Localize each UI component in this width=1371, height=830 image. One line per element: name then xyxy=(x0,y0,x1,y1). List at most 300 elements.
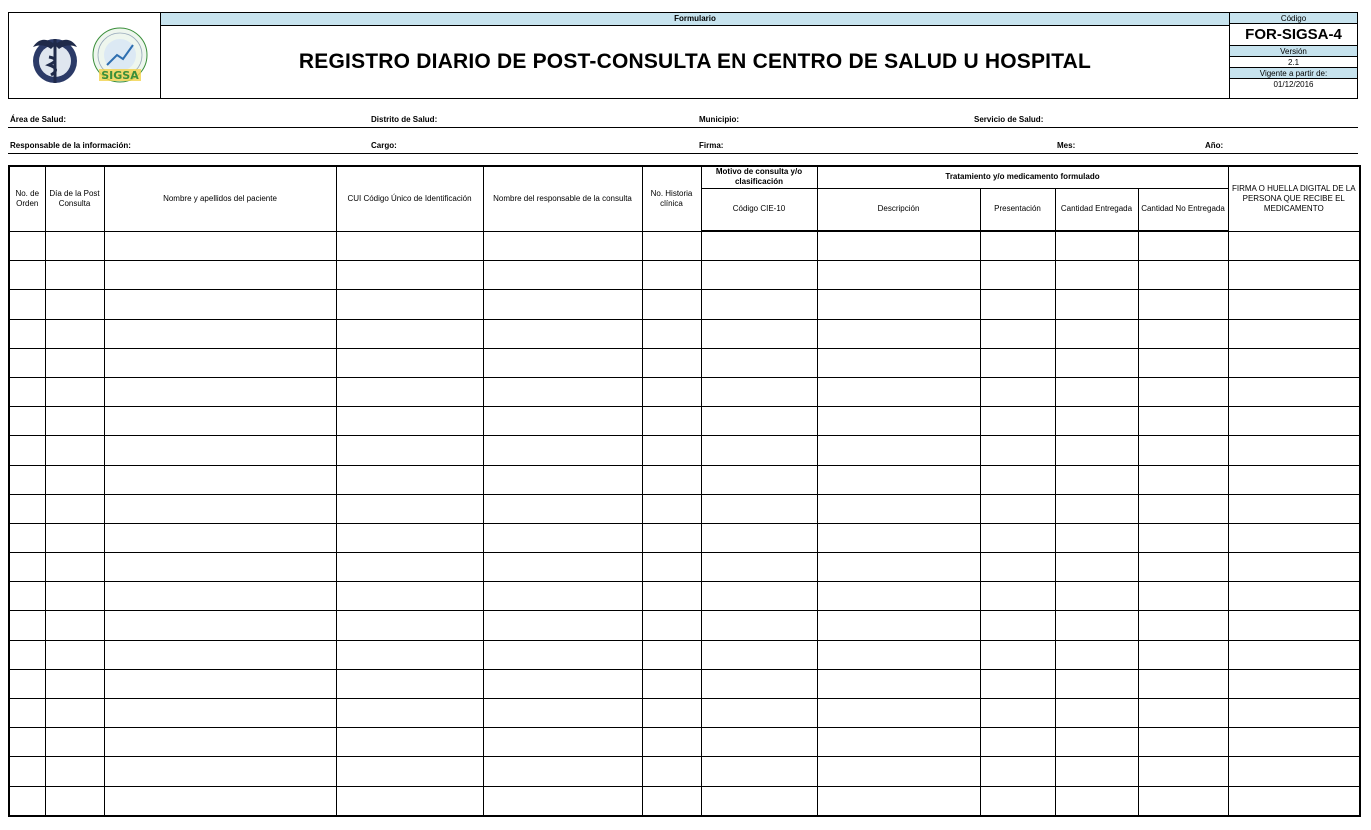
table-cell[interactable] xyxy=(9,290,45,319)
table-cell[interactable] xyxy=(483,611,642,640)
table-cell[interactable] xyxy=(1055,523,1138,552)
table-cell[interactable] xyxy=(9,582,45,611)
table-cell[interactable] xyxy=(104,319,336,348)
table-cell[interactable] xyxy=(1055,699,1138,728)
table-cell[interactable] xyxy=(642,348,701,377)
table-cell[interactable] xyxy=(1055,640,1138,669)
table-cell[interactable] xyxy=(45,290,104,319)
table-cell[interactable] xyxy=(9,319,45,348)
table-cell[interactable] xyxy=(817,669,980,698)
table-cell[interactable] xyxy=(45,611,104,640)
table-cell[interactable] xyxy=(1138,465,1228,494)
table-cell[interactable] xyxy=(1055,231,1138,261)
table-cell[interactable] xyxy=(336,669,483,698)
table-cell[interactable] xyxy=(701,640,817,669)
table-row xyxy=(9,553,1360,582)
col-no-entregada-header: Cantidad No Entregada xyxy=(1138,188,1228,231)
table-cell[interactable] xyxy=(642,699,701,728)
table-cell[interactable] xyxy=(642,640,701,669)
table-cell[interactable] xyxy=(817,699,980,728)
table-cell[interactable] xyxy=(483,523,642,552)
table-row xyxy=(9,786,1360,816)
table-cell[interactable] xyxy=(701,699,817,728)
table-cell[interactable] xyxy=(701,553,817,582)
table-cell[interactable] xyxy=(104,669,336,698)
table-cell[interactable] xyxy=(45,407,104,436)
table-cell[interactable] xyxy=(1138,290,1228,319)
form-label: Formulario xyxy=(161,13,1229,26)
table-cell[interactable] xyxy=(642,728,701,757)
table-row xyxy=(9,640,1360,669)
table-cell[interactable] xyxy=(980,611,1055,640)
table-cell[interactable] xyxy=(1138,231,1228,261)
table-cell[interactable] xyxy=(642,290,701,319)
table-cell[interactable] xyxy=(1228,669,1360,698)
table-cell[interactable] xyxy=(45,786,104,816)
table-cell[interactable] xyxy=(104,523,336,552)
table-cell[interactable] xyxy=(1228,728,1360,757)
table-cell[interactable] xyxy=(9,231,45,261)
table-cell[interactable] xyxy=(104,231,336,261)
table-cell[interactable] xyxy=(1228,494,1360,523)
table-cell[interactable] xyxy=(817,319,980,348)
table-cell[interactable] xyxy=(1138,407,1228,436)
table-cell[interactable] xyxy=(642,377,701,406)
table-cell[interactable] xyxy=(483,640,642,669)
table-cell[interactable] xyxy=(642,494,701,523)
table-cell[interactable] xyxy=(642,436,701,465)
table-cell[interactable] xyxy=(104,436,336,465)
table-cell[interactable] xyxy=(701,348,817,377)
table-cell[interactable] xyxy=(1228,261,1360,290)
table-cell[interactable] xyxy=(104,261,336,290)
table-cell[interactable] xyxy=(45,465,104,494)
table-cell[interactable] xyxy=(483,786,642,816)
table-cell[interactable] xyxy=(1138,319,1228,348)
area-line xyxy=(8,127,1358,128)
table-cell[interactable] xyxy=(980,553,1055,582)
logos-area xyxy=(9,13,161,98)
table-cell[interactable] xyxy=(483,348,642,377)
table-cell[interactable] xyxy=(9,261,45,290)
table-cell[interactable] xyxy=(104,407,336,436)
table-cell[interactable] xyxy=(1055,407,1138,436)
table-cell[interactable] xyxy=(701,494,817,523)
table-cell[interactable] xyxy=(104,786,336,816)
table-cell[interactable] xyxy=(1138,786,1228,816)
table-cell[interactable] xyxy=(642,231,701,261)
col-firma-header: FIRMA O HUELLA DIGITAL DE LA PERSONA QUE RECIBE EL MEDICAMENTO xyxy=(1228,166,1360,231)
table-cell[interactable] xyxy=(483,728,642,757)
table-cell[interactable] xyxy=(1228,377,1360,406)
table-cell[interactable] xyxy=(9,465,45,494)
table-cell[interactable] xyxy=(336,699,483,728)
table-cell[interactable] xyxy=(483,261,642,290)
table-cell[interactable] xyxy=(483,669,642,698)
table-cell[interactable] xyxy=(104,348,336,377)
table-cell[interactable] xyxy=(1055,553,1138,582)
registro-table xyxy=(8,165,1361,817)
page-title: REGISTRO DIARIO DE POST-CONSULTA EN CENTRO DE SALUD U HOSPITAL xyxy=(298,49,1092,73)
table-cell[interactable] xyxy=(1138,669,1228,698)
table-cell[interactable] xyxy=(9,553,45,582)
table-cell[interactable] xyxy=(1138,728,1228,757)
table-cell[interactable] xyxy=(483,319,642,348)
table-cell[interactable] xyxy=(336,407,483,436)
form-header xyxy=(8,12,1358,99)
table-cell[interactable] xyxy=(1228,786,1360,816)
table-cell[interactable] xyxy=(9,523,45,552)
table-cell[interactable] xyxy=(701,728,817,757)
table-cell[interactable] xyxy=(483,407,642,436)
table-row xyxy=(9,261,1360,290)
table-cell[interactable] xyxy=(1228,436,1360,465)
table-row xyxy=(9,582,1360,611)
table-cell[interactable] xyxy=(642,523,701,552)
col-cui-header: CUI Código Único de Identificación xyxy=(336,166,483,231)
table-cell[interactable] xyxy=(45,436,104,465)
table-cell[interactable] xyxy=(1138,494,1228,523)
table-cell[interactable] xyxy=(483,553,642,582)
table-cell[interactable] xyxy=(980,582,1055,611)
table-cell[interactable] xyxy=(45,553,104,582)
table-cell[interactable] xyxy=(701,465,817,494)
anio-label: Año: xyxy=(1205,141,1224,150)
version-value: 2.1 xyxy=(1230,57,1357,68)
col-orden-header: No. de Orden xyxy=(9,166,45,231)
table-cell[interactable] xyxy=(45,699,104,728)
table-cell[interactable] xyxy=(1228,699,1360,728)
table-cell[interactable] xyxy=(817,231,980,261)
table-cell[interactable] xyxy=(817,611,980,640)
col-cie-header: Código CIE-10 xyxy=(701,188,817,231)
table-cell[interactable] xyxy=(483,377,642,406)
table-row xyxy=(9,523,1360,552)
table-cell[interactable] xyxy=(817,786,980,816)
table-cell[interactable] xyxy=(817,640,980,669)
table-cell[interactable] xyxy=(701,407,817,436)
table-row xyxy=(9,757,1360,786)
table-cell[interactable] xyxy=(483,436,642,465)
table-cell[interactable] xyxy=(336,348,483,377)
table-cell[interactable] xyxy=(1138,261,1228,290)
table-cell[interactable] xyxy=(1055,377,1138,406)
table-cell[interactable] xyxy=(45,757,104,786)
table-cell[interactable] xyxy=(483,465,642,494)
table-cell[interactable] xyxy=(701,757,817,786)
table-cell[interactable] xyxy=(642,611,701,640)
group-tratamiento-header: Tratamiento y/o medicamento formulado xyxy=(817,166,1228,188)
table-row xyxy=(9,290,1360,319)
table-cell[interactable] xyxy=(817,436,980,465)
table-cell[interactable] xyxy=(980,407,1055,436)
table-row xyxy=(9,319,1360,348)
table-cell[interactable] xyxy=(980,465,1055,494)
table-cell[interactable] xyxy=(1138,582,1228,611)
responsable-label: Responsable de la información: xyxy=(10,141,131,150)
col-descripcion-header: Descripción xyxy=(817,188,980,231)
table-cell[interactable] xyxy=(336,261,483,290)
table-cell[interactable] xyxy=(980,377,1055,406)
table-cell[interactable] xyxy=(9,669,45,698)
valid-value: 01/12/2016 xyxy=(1273,80,1314,89)
table-cell[interactable] xyxy=(336,553,483,582)
table-cell[interactable] xyxy=(642,261,701,290)
table-cell[interactable] xyxy=(336,582,483,611)
table-cell[interactable] xyxy=(642,319,701,348)
col-dia-header: Día de la Post Consulta xyxy=(45,166,104,231)
table-cell[interactable] xyxy=(980,290,1055,319)
table-cell[interactable] xyxy=(701,319,817,348)
table-cell[interactable] xyxy=(336,640,483,669)
table-cell[interactable] xyxy=(483,231,642,261)
table-cell[interactable] xyxy=(336,436,483,465)
table-cell[interactable] xyxy=(1138,377,1228,406)
table-cell[interactable] xyxy=(336,611,483,640)
table-row xyxy=(9,377,1360,406)
table-row xyxy=(9,465,1360,494)
version-label: Versión xyxy=(1230,46,1357,57)
table-cell[interactable] xyxy=(9,699,45,728)
table-cell[interactable] xyxy=(1228,523,1360,552)
table-cell[interactable] xyxy=(1055,465,1138,494)
table-cell[interactable] xyxy=(1138,699,1228,728)
table-cell[interactable] xyxy=(1138,611,1228,640)
distrito-label: Distrito de Salud: xyxy=(371,115,438,124)
table-cell[interactable] xyxy=(336,319,483,348)
table-cell[interactable] xyxy=(336,786,483,816)
table-cell[interactable] xyxy=(817,582,980,611)
table-cell[interactable] xyxy=(817,348,980,377)
table-cell[interactable] xyxy=(817,465,980,494)
table-cell[interactable] xyxy=(701,582,817,611)
valid-label: Vigente a partir de: xyxy=(1230,68,1357,79)
table-cell[interactable] xyxy=(336,757,483,786)
code-box xyxy=(1229,13,1357,98)
table-cell[interactable] xyxy=(104,377,336,406)
col-entregada-header: Cantidad Entregada xyxy=(1055,188,1138,231)
table-cell[interactable] xyxy=(701,611,817,640)
table-cell[interactable] xyxy=(9,786,45,816)
table-cell[interactable] xyxy=(9,611,45,640)
table-cell[interactable] xyxy=(336,728,483,757)
table-cell[interactable] xyxy=(104,611,336,640)
table-row xyxy=(9,348,1360,377)
code-label: Código xyxy=(1230,13,1357,24)
table-cell[interactable] xyxy=(980,523,1055,552)
table-cell[interactable] xyxy=(104,640,336,669)
table-cell[interactable] xyxy=(701,261,817,290)
table-cell[interactable] xyxy=(1055,319,1138,348)
table-cell[interactable] xyxy=(817,261,980,290)
table-cell[interactable] xyxy=(642,407,701,436)
table-cell[interactable] xyxy=(701,786,817,816)
table-cell[interactable] xyxy=(483,290,642,319)
table-cell[interactable] xyxy=(45,319,104,348)
table-cell[interactable] xyxy=(701,669,817,698)
table-cell[interactable] xyxy=(104,290,336,319)
table-cell[interactable] xyxy=(701,436,817,465)
mes-label: Mes: xyxy=(1057,141,1076,150)
table-cell[interactable] xyxy=(980,640,1055,669)
table-cell[interactable] xyxy=(1055,494,1138,523)
table-cell[interactable] xyxy=(1228,465,1360,494)
sigsa-logo-icon xyxy=(87,25,153,91)
cargo-label: Cargo: xyxy=(371,141,397,150)
table-cell[interactable] xyxy=(483,494,642,523)
table-cell[interactable] xyxy=(817,494,980,523)
table-cell[interactable] xyxy=(1138,553,1228,582)
table-cell[interactable] xyxy=(45,523,104,552)
col-presentacion-header: Presentación xyxy=(980,188,1055,231)
table-cell[interactable] xyxy=(817,523,980,552)
table-cell[interactable] xyxy=(642,786,701,816)
table-row xyxy=(9,231,1360,261)
table-cell[interactable] xyxy=(1055,436,1138,465)
table-cell[interactable] xyxy=(1138,640,1228,669)
table-cell[interactable] xyxy=(817,553,980,582)
table-cell[interactable] xyxy=(45,582,104,611)
table-cell[interactable] xyxy=(1228,290,1360,319)
table-cell[interactable] xyxy=(1055,290,1138,319)
responsable-line xyxy=(8,153,1358,154)
table-cell[interactable] xyxy=(1138,436,1228,465)
table-cell[interactable] xyxy=(336,231,483,261)
table-cell[interactable] xyxy=(9,377,45,406)
group-motivo-header: Motivo de consulta y/o clasificación xyxy=(701,166,817,188)
code-value: FOR-SIGSA-4 xyxy=(1230,24,1357,46)
table-cell[interactable] xyxy=(980,757,1055,786)
table-cell[interactable] xyxy=(980,699,1055,728)
table-cell[interactable] xyxy=(45,377,104,406)
table-cell[interactable] xyxy=(45,494,104,523)
table-cell[interactable] xyxy=(9,407,45,436)
table-cell[interactable] xyxy=(980,231,1055,261)
table-cell[interactable] xyxy=(1228,582,1360,611)
table-cell[interactable] xyxy=(104,553,336,582)
table-cell[interactable] xyxy=(1055,348,1138,377)
table-cell[interactable] xyxy=(1138,757,1228,786)
table-cell[interactable] xyxy=(701,377,817,406)
table-cell[interactable] xyxy=(1055,669,1138,698)
table-row xyxy=(9,669,1360,698)
table-cell[interactable] xyxy=(980,261,1055,290)
table-cell[interactable] xyxy=(980,669,1055,698)
table-cell[interactable] xyxy=(9,757,45,786)
table-cell[interactable] xyxy=(1138,523,1228,552)
table-cell[interactable] xyxy=(701,290,817,319)
servicio-label: Servicio de Salud: xyxy=(974,115,1044,124)
table-cell[interactable] xyxy=(980,348,1055,377)
table-cell[interactable] xyxy=(9,728,45,757)
table-cell[interactable] xyxy=(1228,611,1360,640)
table-cell[interactable] xyxy=(9,494,45,523)
table-cell[interactable] xyxy=(104,757,336,786)
table-row xyxy=(9,728,1360,757)
table-cell[interactable] xyxy=(45,348,104,377)
table-cell[interactable] xyxy=(104,699,336,728)
table-cell[interactable] xyxy=(336,465,483,494)
table-cell[interactable] xyxy=(1228,348,1360,377)
table-cell[interactable] xyxy=(336,290,483,319)
table-cell[interactable] xyxy=(1228,407,1360,436)
table-cell[interactable] xyxy=(1055,786,1138,816)
table-cell[interactable] xyxy=(1228,757,1360,786)
table-cell[interactable] xyxy=(1055,261,1138,290)
table-row xyxy=(9,699,1360,728)
svg-text:SIGSA: SIGSA xyxy=(101,69,139,82)
table-row xyxy=(9,407,1360,436)
table-cell[interactable] xyxy=(642,553,701,582)
table-cell[interactable] xyxy=(336,494,483,523)
table-cell[interactable] xyxy=(1055,728,1138,757)
table-cell[interactable] xyxy=(104,728,336,757)
ministry-logo-icon xyxy=(27,29,83,87)
table-cell[interactable] xyxy=(817,728,980,757)
table-cell[interactable] xyxy=(45,231,104,261)
table-cell[interactable] xyxy=(104,465,336,494)
table-cell[interactable] xyxy=(817,757,980,786)
table-cell[interactable] xyxy=(1228,319,1360,348)
table-cell[interactable] xyxy=(980,786,1055,816)
municipio-label: Municipio: xyxy=(699,115,739,124)
table-cell[interactable] xyxy=(817,407,980,436)
table-cell[interactable] xyxy=(1138,348,1228,377)
table-cell[interactable] xyxy=(45,640,104,669)
table-cell[interactable] xyxy=(1228,231,1360,261)
table-cell[interactable] xyxy=(642,669,701,698)
table-row xyxy=(9,494,1360,523)
table-cell[interactable] xyxy=(701,523,817,552)
table-cell[interactable] xyxy=(817,290,980,319)
table-cell[interactable] xyxy=(483,757,642,786)
firma-label: Firma: xyxy=(699,141,724,150)
table-cell[interactable] xyxy=(9,640,45,669)
table-cell[interactable] xyxy=(1228,553,1360,582)
table-cell[interactable] xyxy=(980,436,1055,465)
col-historia-header: No. Historia clínica xyxy=(642,166,701,231)
area-label: Área de Salud: xyxy=(10,115,67,124)
table-row xyxy=(9,611,1360,640)
table-cell[interactable] xyxy=(45,669,104,698)
table-cell[interactable] xyxy=(980,319,1055,348)
table-cell[interactable] xyxy=(104,582,336,611)
col-nombre-header: Nombre y apellidos del paciente xyxy=(104,166,336,231)
table-cell[interactable] xyxy=(642,465,701,494)
table-cell[interactable] xyxy=(104,494,336,523)
table-row xyxy=(9,436,1360,465)
table-cell[interactable] xyxy=(642,757,701,786)
col-responsable-header: Nombre del responsable de la consulta xyxy=(483,166,642,231)
table-cell[interactable] xyxy=(9,436,45,465)
table-cell[interactable] xyxy=(1228,640,1360,669)
table-cell[interactable] xyxy=(483,582,642,611)
table-cell[interactable] xyxy=(45,261,104,290)
table-cell[interactable] xyxy=(1055,757,1138,786)
table-cell[interactable] xyxy=(980,494,1055,523)
table-cell[interactable] xyxy=(45,728,104,757)
table-cell[interactable] xyxy=(1055,582,1138,611)
table-cell[interactable] xyxy=(9,348,45,377)
table-cell[interactable] xyxy=(336,377,483,406)
table-cell[interactable] xyxy=(336,523,483,552)
table-cell[interactable] xyxy=(980,728,1055,757)
table-cell[interactable] xyxy=(642,582,701,611)
table-cell[interactable] xyxy=(701,231,817,261)
table-cell[interactable] xyxy=(817,377,980,406)
table-cell[interactable] xyxy=(483,699,642,728)
table-cell[interactable] xyxy=(1055,611,1138,640)
